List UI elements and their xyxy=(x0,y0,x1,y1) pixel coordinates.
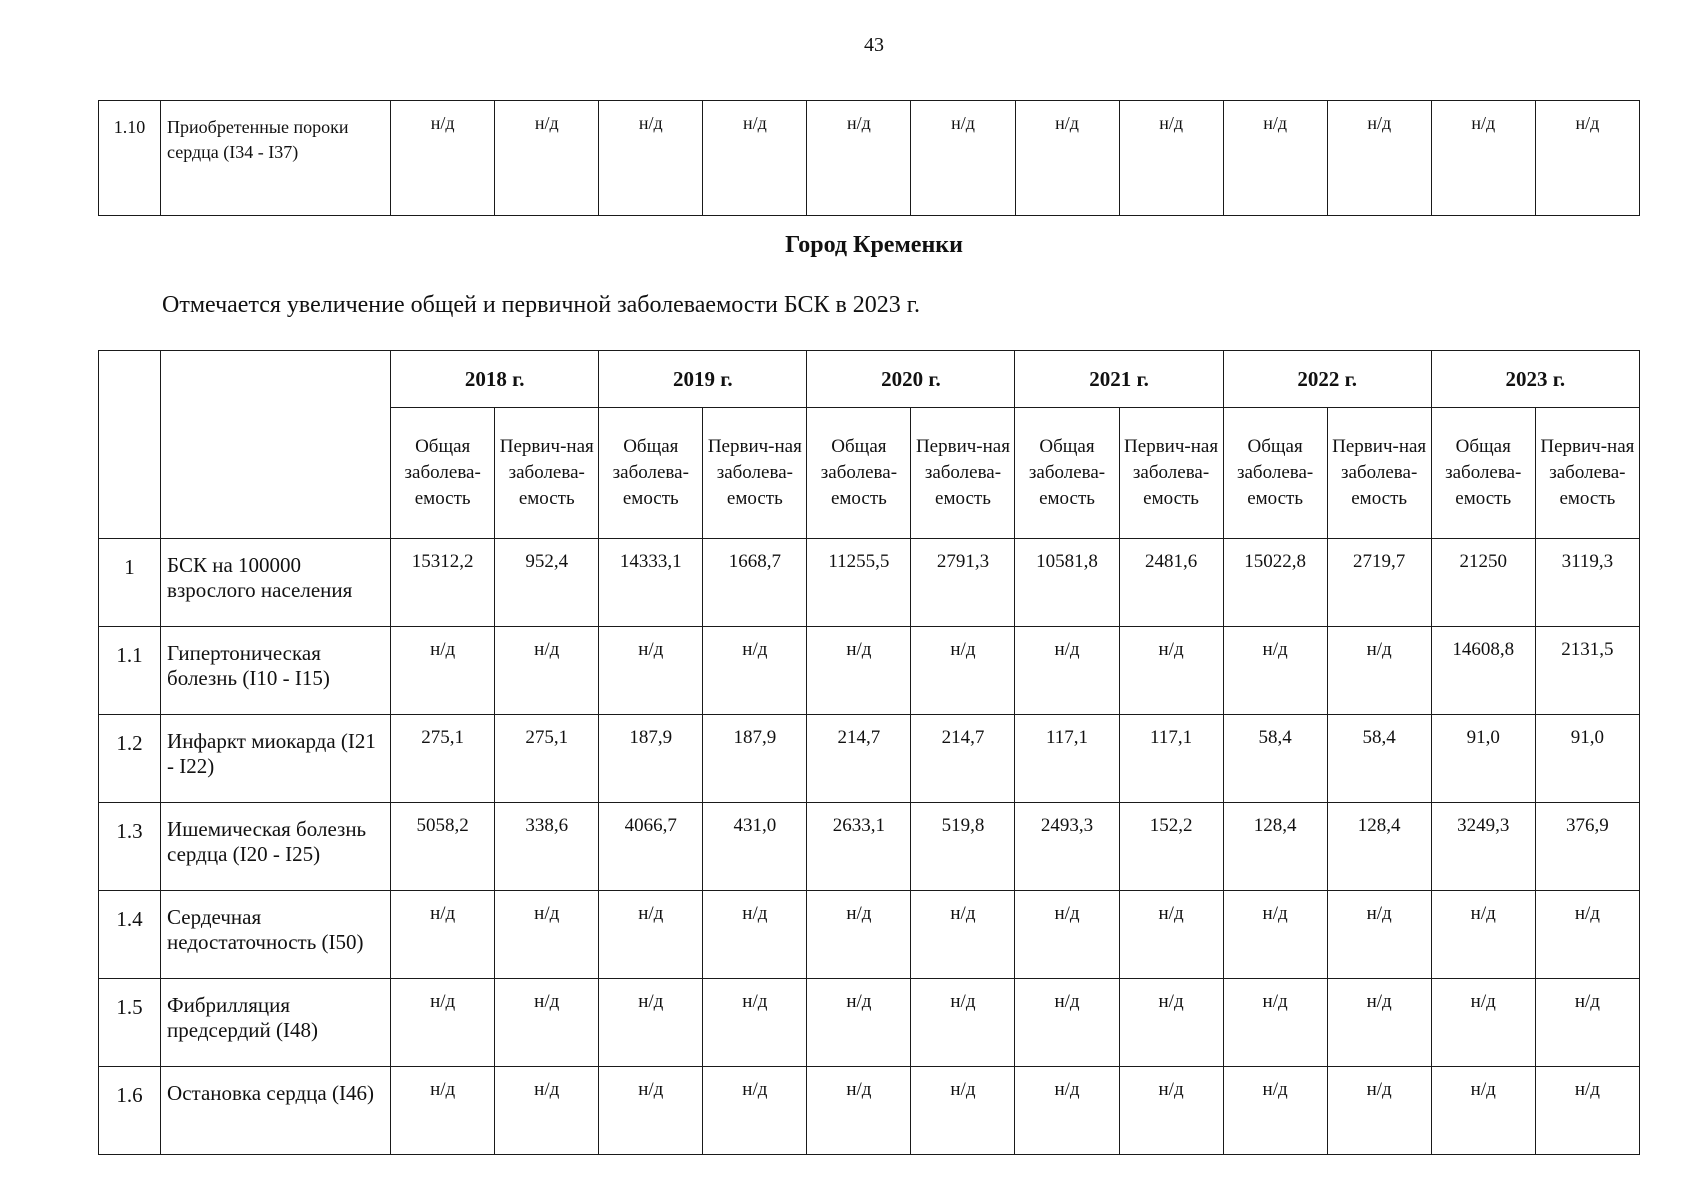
table-cell: 431,0 xyxy=(703,803,807,891)
table-cell: н/д xyxy=(703,891,807,979)
table-cell: 2131,5 xyxy=(1535,627,1639,715)
table-cell: н/д xyxy=(1223,979,1327,1067)
table-cell: 2493,3 xyxy=(1015,803,1119,891)
table-cell: н/д xyxy=(495,979,599,1067)
intro-paragraph: Отмечается увеличение общей и первичной заболеваемости БСК в 2023 г. xyxy=(162,292,920,318)
table-cell: н/д xyxy=(599,101,703,216)
table-cell: н/д xyxy=(1535,101,1639,216)
table-cell: н/д xyxy=(703,627,807,715)
table-cell: 128,4 xyxy=(1223,803,1327,891)
row-name: Гипертоническая болезнь (I10 - I15) xyxy=(161,627,391,715)
table-cell: 58,4 xyxy=(1327,715,1431,803)
table-cell: 10581,8 xyxy=(1015,539,1119,627)
table-cell: 2633,1 xyxy=(807,803,911,891)
primary-morbidity-header: Первич-ная заболева-емость xyxy=(911,408,1015,539)
general-morbidity-header: Общая заболева-емость xyxy=(1015,408,1119,539)
table-cell: н/д xyxy=(807,101,911,216)
table-cell: н/д xyxy=(911,979,1015,1067)
table-cell: 214,7 xyxy=(911,715,1015,803)
table-cell: н/д xyxy=(1015,979,1119,1067)
table-cell: н/д xyxy=(391,891,495,979)
table-cell: 376,9 xyxy=(1535,803,1639,891)
row-number: 1.3 xyxy=(99,803,161,891)
row-name: БСК на 100000 взрослого населения xyxy=(161,539,391,627)
table-row xyxy=(99,539,1640,627)
primary-morbidity-header: Первич-ная заболева-емость xyxy=(703,408,807,539)
table-cell: н/д xyxy=(495,891,599,979)
continued-table xyxy=(98,100,1640,216)
table-cell: н/д xyxy=(1223,101,1327,216)
table-cell: 152,2 xyxy=(1119,803,1223,891)
row-number: 1.5 xyxy=(99,979,161,1067)
table-cell: 3119,3 xyxy=(1535,539,1639,627)
table-cell: н/д xyxy=(495,101,599,216)
table-cell: 2481,6 xyxy=(1119,539,1223,627)
general-morbidity-header: Общая заболева-емость xyxy=(599,408,703,539)
table-cell: н/д xyxy=(1327,891,1431,979)
table-cell: 187,9 xyxy=(703,715,807,803)
table-cell: н/д xyxy=(391,101,495,216)
table-cell: 58,4 xyxy=(1223,715,1327,803)
row-name: Остановка сердца (I46) xyxy=(161,1067,391,1155)
row-name: Ишемическая болезнь сердца (I20 - I25) xyxy=(161,803,391,891)
table-cell: н/д xyxy=(599,891,703,979)
table-cell: 338,6 xyxy=(495,803,599,891)
row-number: 1.2 xyxy=(99,715,161,803)
table-cell: 11255,5 xyxy=(807,539,911,627)
table-cell: н/д xyxy=(1327,627,1431,715)
table-cell: 14333,1 xyxy=(599,539,703,627)
table-cell: 519,8 xyxy=(911,803,1015,891)
table-cell: н/д xyxy=(1223,627,1327,715)
table-cell: 15022,8 xyxy=(1223,539,1327,627)
table-cell: 117,1 xyxy=(1015,715,1119,803)
row-number: 1.10 xyxy=(99,101,161,216)
table-cell: н/д xyxy=(807,891,911,979)
table-cell: 275,1 xyxy=(391,715,495,803)
year-header: 2018 г. xyxy=(391,351,599,408)
table-cell: 275,1 xyxy=(495,715,599,803)
primary-morbidity-header: Первич-ная заболева-емость xyxy=(1119,408,1223,539)
page-number: 43 xyxy=(864,34,884,56)
primary-morbidity-header: Первич-ная заболева-емость xyxy=(1535,408,1639,539)
year-header-row xyxy=(99,351,1640,408)
row-number: 1.4 xyxy=(99,891,161,979)
table-cell: н/д xyxy=(807,979,911,1067)
table-cell: н/д xyxy=(391,979,495,1067)
table-cell: н/д xyxy=(1431,101,1535,216)
table-cell: 1668,7 xyxy=(703,539,807,627)
table-cell: н/д xyxy=(1327,101,1431,216)
table-cell: 91,0 xyxy=(1535,715,1639,803)
morbidity-table xyxy=(98,350,1640,1155)
table-cell: 952,4 xyxy=(495,539,599,627)
table-cell: н/д xyxy=(599,627,703,715)
table-cell: 187,9 xyxy=(599,715,703,803)
table-cell: н/д xyxy=(391,1067,495,1155)
table-row xyxy=(99,979,1640,1067)
general-morbidity-header: Общая заболева-емость xyxy=(1223,408,1327,539)
row-name: Фибрилляция предсердий (I48) xyxy=(161,979,391,1067)
table-cell: н/д xyxy=(703,979,807,1067)
table-cell: 5058,2 xyxy=(391,803,495,891)
table-cell: 128,4 xyxy=(1327,803,1431,891)
row-number: 1 xyxy=(99,539,161,627)
table-cell: н/д xyxy=(911,1067,1015,1155)
table-cell: н/д xyxy=(599,979,703,1067)
table-cell: н/д xyxy=(1119,979,1223,1067)
table-row xyxy=(99,101,1640,216)
table-cell: н/д xyxy=(1535,891,1639,979)
table-cell: н/д xyxy=(1015,101,1119,216)
table-cell: н/д xyxy=(911,101,1015,216)
table-cell: н/д xyxy=(1119,1067,1223,1155)
table-cell: 3249,3 xyxy=(1431,803,1535,891)
general-morbidity-header: Общая заболева-емость xyxy=(391,408,495,539)
row-name: Инфаркт миокарда (I21 - I22) xyxy=(161,715,391,803)
table-row xyxy=(99,715,1640,803)
table-cell: н/д xyxy=(1119,101,1223,216)
year-header: 2023 г. xyxy=(1431,351,1639,408)
table-cell: н/д xyxy=(495,1067,599,1155)
table-cell: н/д xyxy=(1327,1067,1431,1155)
table-row xyxy=(99,891,1640,979)
table-cell: н/д xyxy=(1431,891,1535,979)
table-cell: н/д xyxy=(1015,891,1119,979)
table-cell: н/д xyxy=(807,1067,911,1155)
table-cell: н/д xyxy=(911,891,1015,979)
table-cell: 2791,3 xyxy=(911,539,1015,627)
header-name-cell xyxy=(161,351,391,539)
table-cell: 15312,2 xyxy=(391,539,495,627)
row-number: 1.1 xyxy=(99,627,161,715)
table-cell: н/д xyxy=(1431,1067,1535,1155)
table-body xyxy=(99,539,1640,1155)
primary-morbidity-header: Первич-ная заболева-емость xyxy=(1327,408,1431,539)
general-morbidity-header: Общая заболева-емость xyxy=(807,408,911,539)
table-cell: 2719,7 xyxy=(1327,539,1431,627)
table-row xyxy=(99,1067,1640,1155)
section-title: Город Кременки xyxy=(785,232,963,258)
year-header: 2022 г. xyxy=(1223,351,1431,408)
table-cell: н/д xyxy=(807,627,911,715)
table-cell: 214,7 xyxy=(807,715,911,803)
row-name: Приобретенные пороки сердца (I34 - I37) xyxy=(161,101,391,216)
table-cell: н/д xyxy=(911,627,1015,715)
year-header: 2021 г. xyxy=(1015,351,1223,408)
table-cell: н/д xyxy=(599,1067,703,1155)
table-cell: н/д xyxy=(1119,627,1223,715)
row-name: Сердечная недостаточность (I50) xyxy=(161,891,391,979)
header-num-cell xyxy=(99,351,161,539)
table-cell: н/д xyxy=(1015,1067,1119,1155)
table-cell: 21250 xyxy=(1431,539,1535,627)
primary-morbidity-header: Первич-ная заболева-емость xyxy=(495,408,599,539)
year-header: 2020 г. xyxy=(807,351,1015,408)
table-cell: н/д xyxy=(495,627,599,715)
table-row xyxy=(99,627,1640,715)
row-number: 1.6 xyxy=(99,1067,161,1155)
table-cell: н/д xyxy=(1535,1067,1639,1155)
table-cell: 91,0 xyxy=(1431,715,1535,803)
table-cell: 117,1 xyxy=(1119,715,1223,803)
table-cell: н/д xyxy=(703,101,807,216)
table-cell: н/д xyxy=(1327,979,1431,1067)
table-row xyxy=(99,803,1640,891)
table-cell: н/д xyxy=(1119,891,1223,979)
table-cell: 4066,7 xyxy=(599,803,703,891)
table-cell: н/д xyxy=(1535,979,1639,1067)
table-cell: н/д xyxy=(1223,1067,1327,1155)
table-cell: н/д xyxy=(1431,979,1535,1067)
table-cell: н/д xyxy=(1223,891,1327,979)
year-header: 2019 г. xyxy=(599,351,807,408)
table-cell: н/д xyxy=(1015,627,1119,715)
general-morbidity-header: Общая заболева-емость xyxy=(1431,408,1535,539)
table-cell: н/д xyxy=(391,627,495,715)
table-cell: 14608,8 xyxy=(1431,627,1535,715)
table-cell: н/д xyxy=(703,1067,807,1155)
